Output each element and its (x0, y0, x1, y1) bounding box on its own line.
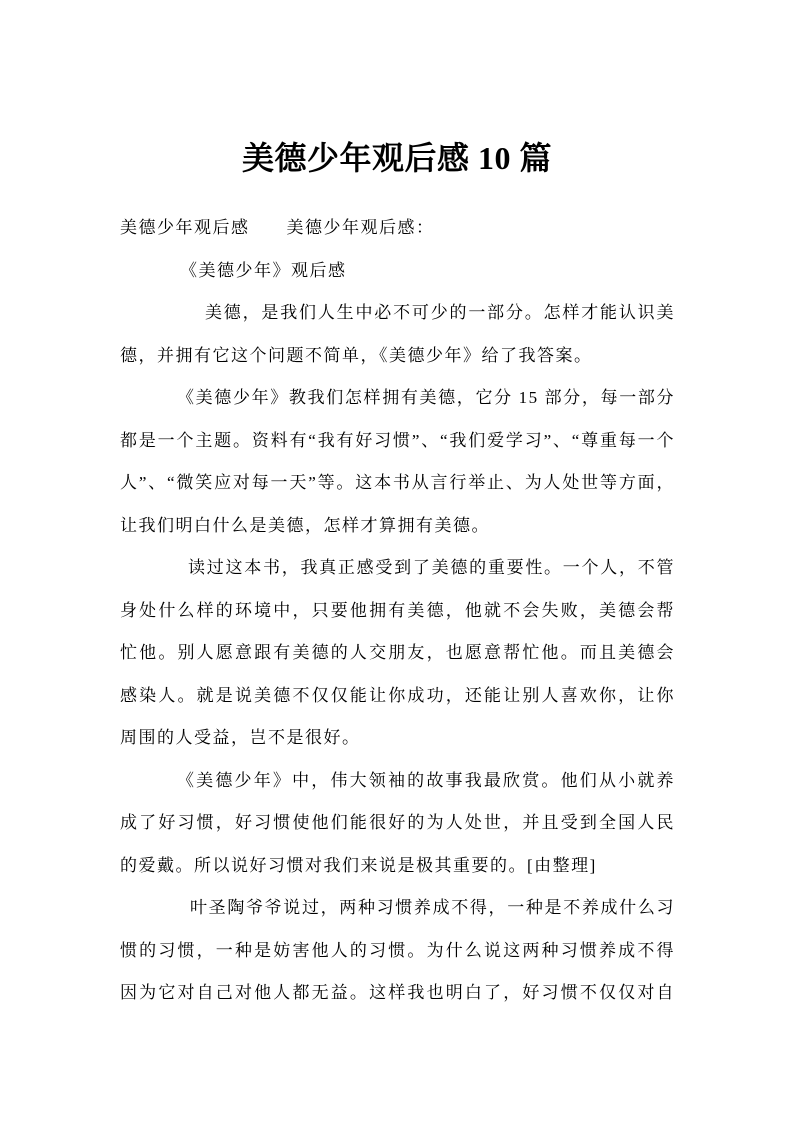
text-line: 《美德少年》教我们怎样拥有美德，它分 15 部分，每一部分 (177, 388, 675, 407)
text-line: 美德少年观后感 美德少年观后感： (120, 218, 435, 237)
text-line: 因为它对自己对他人都无益。这样我也明白了，好习惯不仅仅对自 (120, 983, 675, 1002)
text-line: 的爱戴。所以说好习惯对我们来说是极其重要的。[由整理] (120, 855, 597, 875)
text-line: 惯的习惯，一种是妨害他人的习惯。为什么说这两种习惯养成不得 (120, 940, 675, 960)
text-line: 德，并拥有它这个问题不简单，《美德少年》给了我答案。 (120, 345, 593, 365)
text-line: 叶圣陶爷爷说过，两种习惯养成不得，一种是不养成什么习 (190, 898, 675, 917)
text-line: 让我们明白什么是美德，怎样才算拥有美德。 (120, 515, 490, 535)
text-line: 美德，是我们人生中必不可少的一部分。怎样才能认识美 (205, 303, 675, 322)
document-title: 美德少年观后感 10 篇 (241, 140, 552, 176)
text-line: 忙他。别人愿意跟有美德的人交朋友，也愿意帮忙他。而且美德会 (120, 643, 675, 662)
text-line: 读过这本书，我真正感受到了美德的重要性。一个人，不管 (188, 558, 675, 577)
text-line: 周围的人受益，岂不是很好。 (120, 728, 361, 747)
text-line: 身处什么样的环境中，只要他拥有美德，他就不会失败，美德会帮 (120, 600, 675, 620)
text-line: 人”、“微笑应对每一天”等。这本书从言行举止、为人处世等方面， (120, 473, 675, 492)
text-line: 都是一个主题。资料有“我有好习惯”、“我们爱学习”、“尊重每一个 (120, 430, 675, 450)
text-line: 成了好习惯，好习惯使他们能很好的为人处世，并且受到全国人民 (120, 813, 675, 832)
document-body (120, 207, 675, 1015)
text-line: 感染人。就是说美德不仅仅能让你成功，还能让别人喜欢你，让你 (120, 685, 675, 705)
text-line: 《美德少年》中，伟大领袖的故事我最欣赏。他们从小就养 (177, 770, 675, 790)
text-line: 《美德少年》观后感 (180, 260, 347, 280)
